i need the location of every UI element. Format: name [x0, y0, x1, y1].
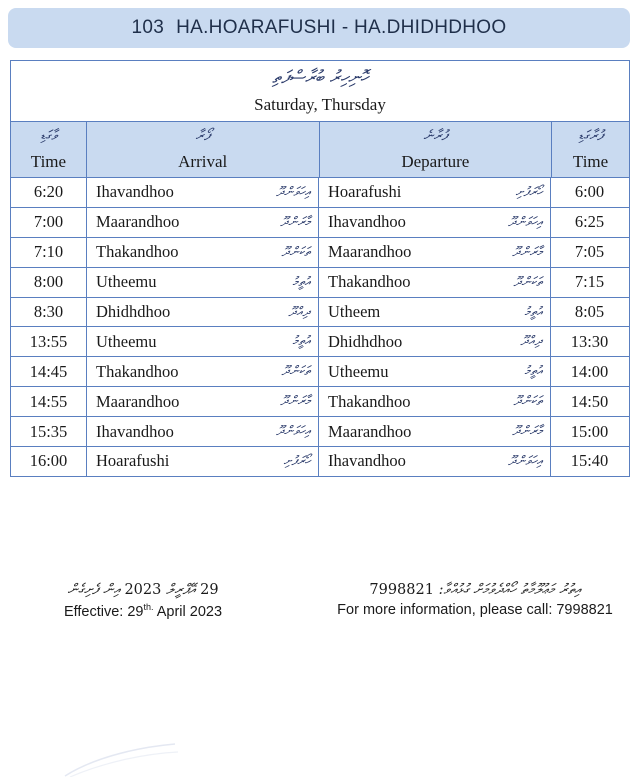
arrival-time-cell: 7:10	[11, 238, 87, 267]
arrival-time-cell: 15:35	[11, 417, 87, 446]
arrival-place-en: Ihavandhoo	[96, 182, 174, 202]
arrival-header-en: Arrival	[178, 152, 228, 171]
arrival-place-dv: އުތީމު	[292, 274, 310, 290]
arrival-cell	[87, 238, 319, 267]
departure-time-cell: 7:15	[574, 272, 605, 292]
contact-phone-dv: 7998821	[369, 582, 434, 598]
table-row	[11, 327, 629, 357]
departure-time-cell: 6:25	[574, 212, 605, 232]
departure-place-dv: އިހަވަންދޫ	[508, 453, 542, 469]
arrival-time-cell: 8:30	[11, 298, 87, 327]
table-row	[11, 178, 629, 208]
departure-header-en: Departure	[401, 152, 470, 171]
arrival-place-dv: މާރަންދޫ	[280, 214, 310, 230]
effective-suffix-dv: އިން ފެށިގެން	[67, 582, 120, 598]
departure-place-en: Maarandhoo	[328, 242, 412, 262]
arrival-cell	[87, 357, 319, 386]
departure-cell	[319, 268, 551, 297]
arrival-header	[87, 122, 320, 177]
arrival-time-cell: 8:00	[11, 268, 87, 297]
effective-date-block	[48, 582, 238, 620]
departure-place-dv: ތަކަންދޫ	[513, 394, 542, 410]
contact-text-dv: އިތުރު މަޢުލޫމާތު ހޯއްދެވުމަށް ގުޅުއްވާ:	[438, 582, 581, 598]
departure-place-en: Ihavandhoo	[328, 212, 406, 232]
departure-place-en: Maarandhoo	[328, 421, 412, 441]
table-row	[11, 208, 629, 238]
service-days-english: Saturday, Thursday	[254, 95, 386, 114]
arrival-cell	[87, 298, 319, 327]
departure-header-dv: ފުރާނެ	[423, 128, 448, 144]
service-days	[11, 61, 629, 122]
arrival-place-dv: ހޯރަފުށި	[283, 453, 310, 469]
timetable-body	[11, 178, 629, 476]
arrival-place-en: Ihavandhoo	[96, 421, 174, 441]
table-row	[11, 238, 629, 268]
arrival-time-header-en: Time	[30, 152, 67, 171]
effective-month-year-en: April 2023	[153, 603, 223, 620]
arrival-time-header-dv: ވާގަޑި	[40, 128, 57, 144]
arrival-time-header	[11, 122, 87, 177]
departure-place-dv: ދިއްދޫ	[520, 334, 542, 350]
departure-cell	[319, 387, 551, 416]
departure-time-cell: 15:40	[570, 451, 609, 471]
arrival-place-en: Thakandhoo	[96, 361, 179, 381]
departure-time-header-en: Time	[572, 152, 609, 171]
arrival-place-en: Maarandhoo	[96, 391, 180, 411]
arrival-time-cell: 14:55	[11, 387, 87, 416]
departure-time-header	[552, 122, 629, 177]
departure-cell	[319, 357, 551, 386]
arrival-time-cell: 14:45	[11, 357, 87, 386]
table-row	[11, 298, 629, 328]
arrival-time-cell: 7:00	[11, 208, 87, 237]
arrival-cell	[87, 208, 319, 237]
departure-time-header-dv: ފުރާގަޑި	[578, 128, 603, 144]
departure-cell	[319, 447, 551, 476]
effective-month-dv: އޭޕްރީލް	[165, 582, 196, 598]
departure-place-en: Dhidhdhoo	[328, 331, 403, 351]
arrival-cell	[87, 417, 319, 446]
arrival-place-dv: އިހަވަންދޫ	[276, 184, 310, 200]
departure-place-en: Thakandhoo	[328, 272, 411, 292]
timetable	[10, 60, 630, 477]
table-row	[11, 417, 629, 447]
effective-year-dv: 2023	[124, 582, 162, 598]
arrival-place-dv: އުތީމު	[292, 334, 310, 350]
departure-time-cell: 14:00	[570, 361, 609, 381]
contact-info-dhivehi	[325, 582, 625, 598]
departure-place-dv: މާރަންދޫ	[512, 244, 542, 260]
departure-cell	[319, 417, 551, 446]
arrival-place-dv: އިހަވަންދޫ	[276, 424, 310, 440]
departure-time-cell: 14:50	[570, 391, 609, 411]
departure-time-cell: 7:05	[574, 242, 605, 262]
arrival-cell	[87, 447, 319, 476]
arrival-place-en: Dhidhdhoo	[96, 302, 171, 321]
arrival-cell	[87, 387, 319, 416]
arrival-place-en: Maarandhoo	[96, 212, 180, 232]
arrival-place-dv: މާރަންދޫ	[280, 394, 310, 410]
arrival-time-cell: 13:55	[11, 327, 87, 356]
effective-date-dhivehi	[48, 582, 238, 598]
departure-time-cell: 8:05	[574, 302, 605, 321]
departure-header	[320, 122, 553, 177]
departure-place-dv: އުތީމު	[524, 304, 542, 320]
effective-date-english	[48, 602, 238, 620]
effective-day-dv: 29	[200, 582, 219, 598]
departure-time-cell: 15:00	[570, 421, 609, 441]
departure-place-en: Utheem	[328, 302, 381, 321]
decorative-swoosh-icon	[60, 740, 180, 777]
departure-place-en: Hoarafushi	[328, 182, 402, 202]
contact-info-block	[325, 582, 625, 618]
departure-place-dv: މާރަންދޫ	[512, 424, 542, 440]
arrival-cell	[87, 178, 319, 207]
arrival-place-dv: ތަކަންދޫ	[281, 244, 310, 260]
departure-place-en: Thakandhoo	[328, 391, 411, 411]
arrival-place-dv: ދިއްދޫ	[288, 304, 310, 320]
arrival-place-en: Utheemu	[96, 331, 157, 351]
table-row	[11, 357, 629, 387]
departure-place-dv: ތަކަންދޫ	[513, 274, 542, 290]
arrival-header-dv: ފޯރާ	[195, 128, 210, 144]
departure-cell	[319, 238, 551, 267]
table-row	[11, 447, 629, 476]
table-header	[11, 122, 629, 178]
departure-place-dv: އިހަވަންދޫ	[508, 214, 542, 230]
arrival-place-en: Thakandhoo	[96, 242, 179, 262]
arrival-cell	[87, 327, 319, 356]
arrival-place-en: Hoarafushi	[96, 451, 170, 471]
departure-cell	[319, 327, 551, 356]
departure-cell	[319, 178, 551, 207]
departure-place-dv: އުތީމު	[524, 364, 542, 380]
route-name: HA.HOARAFUSHI - HA.DHIDHDHOO	[176, 17, 507, 38]
departure-place-en: Ihavandhoo	[328, 451, 406, 471]
table-row	[11, 268, 629, 298]
effective-prefix-en: Effective: 29	[63, 603, 144, 620]
arrival-time-cell: 16:00	[11, 447, 87, 476]
arrival-place-dv: ތަކަންދޫ	[281, 364, 310, 380]
arrival-cell	[87, 268, 319, 297]
departure-cell	[319, 208, 551, 237]
effective-suffix-sup: th.	[143, 602, 154, 612]
departure-time-cell: 13:30	[570, 331, 609, 351]
route-banner	[8, 8, 630, 48]
departure-place-dv: ހޯރަފުށި	[515, 184, 542, 200]
arrival-place-en: Utheemu	[96, 272, 157, 292]
route-number: 103	[131, 17, 165, 38]
table-row	[11, 387, 629, 417]
contact-info-english: For more information, please call: 7998821	[337, 602, 613, 618]
departure-place-en: Utheemu	[328, 361, 389, 381]
departure-time-cell: 6:00	[574, 182, 605, 202]
departure-cell	[319, 298, 551, 327]
arrival-time-cell: 6:20	[11, 178, 87, 207]
service-days-dhivehi: ހޮނިހިރު ބުރާސްފަތި	[272, 67, 368, 88]
